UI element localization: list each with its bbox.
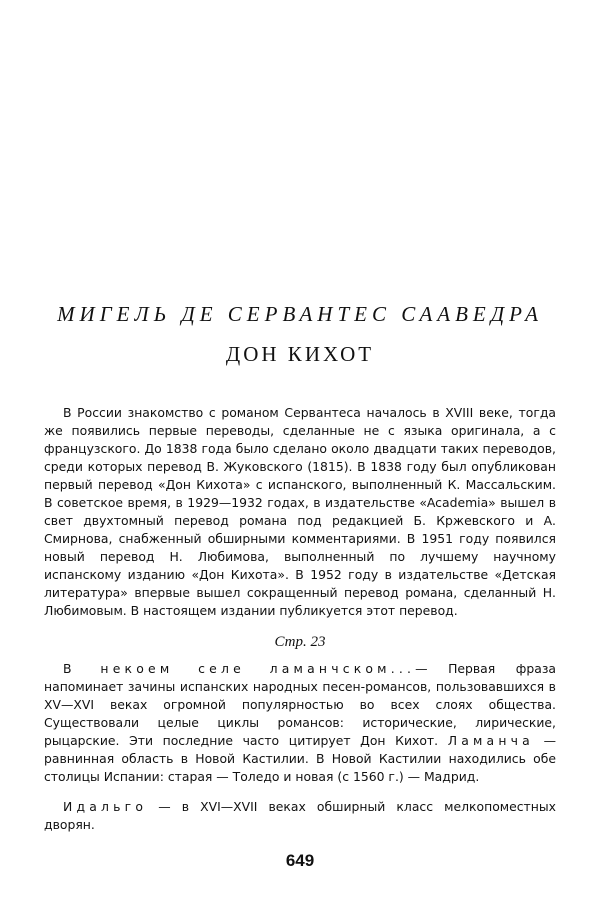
note-text: — в XVI—XVII веках обширный класс мелкопоместных дворян. [44, 799, 556, 832]
intro-section [44, 404, 556, 620]
page-reference-heading: Стр. 23 [274, 634, 326, 650]
notes-section [44, 660, 556, 834]
page-number: 649 [285, 851, 315, 870]
note-text: — Первая фраза напоминает зачины испанских народных песен-романсов, пользовавшихся в XV—XVI веках огромной популярностью во всех слоях общества. Существовали целые циклы романсов: исторические, лирические, рыцарские. Эти последние часто цитирует Дон Кихот. [44, 661, 556, 748]
note-item [44, 660, 556, 786]
note-term: Идальго [63, 799, 148, 814]
note-text: — равнинная область в Новой Кастилии. В Новой Кастилии находились обе столицы Испании: старая — Толедо и новая (с 1560 г.) — Мадрид. [44, 733, 556, 784]
author-name: МИГЕЛЬ ДЕ СЕРВАНТЕС СААВЕДРА [57, 302, 543, 326]
intro-paragraph: В России знакомство с романом Сервантеса началось в XVIII веке, тогда же появились первые переводы, сделанные не с языка оригинала, а с французского. До 1838 года было сделано около двадцати таких переводов, среди которых перевод В. Жуковского (1815). В 1838 году был опубликован первый перевод «Дон Кихота» с испанского, выполненный К. Массальским. В советское время, в 1929—1932 годах, в издательстве «Academia» вышел в свет двухтомный перевод романа под редакцией Б. Кржевского и А. Смирнова, снабженный обширными комментариями. В 1951 году появился новый перевод Н. Любимова, выполненный по лучшему научному испанскому изданию «Дон Кихота». В 1952 году в издательстве «Детская литература» впервые вышел сокращенный перевод романа, сделанный Н. Любимовым. В настоящем издании публикуется этот перевод. [44, 405, 556, 618]
work-title: ДОН КИХОТ [225, 342, 375, 366]
note-term: Ламанча [447, 733, 534, 748]
note-item [44, 798, 556, 834]
note-term: В некоем селе ламанчском... [63, 661, 416, 676]
